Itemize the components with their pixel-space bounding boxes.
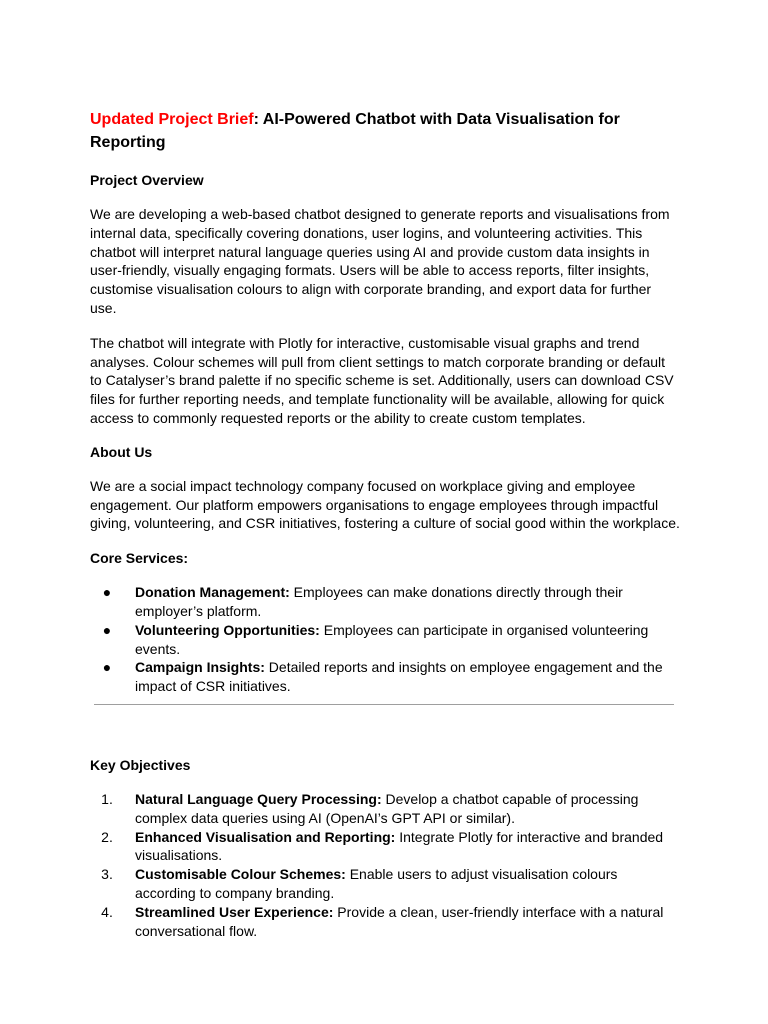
title-rest: : AI-Powered Chatbot with Data Visualisation for Reporting bbox=[90, 111, 620, 151]
list-item-term: Donation Management: bbox=[135, 584, 290, 601]
list-item bbox=[90, 583, 680, 621]
project-overview-heading: Project Overview bbox=[90, 172, 204, 188]
core-services-list bbox=[90, 583, 680, 696]
list-item-text: Employees can participate in organised volunteering events. bbox=[135, 621, 649, 657]
number-marker: 2. bbox=[101, 828, 113, 845]
list-item-text: Enable users to adjust visualisation colours according to company branding. bbox=[135, 866, 618, 901]
list-item-text: Develop a chatbot capable of processing complex data queries using AI (OpenAI’s GPT API or similar). bbox=[135, 790, 639, 826]
list-item-text: Integrate Plotly for interactive and branded visualisations. bbox=[135, 828, 664, 864]
document-page bbox=[90, 108, 680, 940]
list-item bbox=[90, 828, 680, 866]
key-objectives-heading: Key Objectives bbox=[90, 756, 191, 773]
list-item-text: Detailed reports and insights on employee engagement and the impact of CSR initiatives. bbox=[135, 659, 663, 695]
title-accent: Updated Project Brief bbox=[90, 111, 254, 128]
list-item bbox=[90, 621, 680, 659]
project-overview-paragraph-2: The chatbot will integrate with Plotly for interactive, customisable visual graphs and trend analyses. Colour schemes will pull from client settings to match corporate branding or default to Catalyser’s brand palette if no specific scheme is set. Additionally, users can download CSV files for further reporting needs, and template functionality will be available, allowing for quick access to commonly requested reports or the ability to create custom templates. bbox=[90, 334, 674, 426]
list-item-text: Employees can make donations directly through their employer’s platform. bbox=[135, 584, 623, 619]
number-marker: 3. bbox=[101, 866, 113, 883]
bullet-marker: ● bbox=[102, 584, 112, 601]
project-overview-paragraph-1: We are developing a web-based chatbot designed to generate reports and visualisations from internal data, specifically covering donations, user logins, and volunteering activities. This chatbot will interpret natural language queries using AI and provide custom data insights in user-friendly, visually engaging formats. Users will be able to access reports, filter insights, customise visualisation colours to align with corporate branding, and export data for further use. bbox=[90, 206, 670, 316]
document-title bbox=[90, 108, 680, 154]
about-us-heading: About Us bbox=[90, 443, 153, 460]
list-item-term: Natural Language Query Processing: bbox=[135, 790, 382, 807]
core-services-heading: Core Services: bbox=[90, 550, 189, 567]
list-item bbox=[90, 903, 680, 941]
list-item-term: Customisable Colour Schemes: bbox=[135, 866, 346, 883]
list-item-text: Provide a clean, user-friendly interface with a natural conversational flow. bbox=[135, 903, 664, 939]
key-objectives-list bbox=[90, 790, 680, 940]
list-item bbox=[90, 865, 680, 903]
number-marker: 1. bbox=[101, 790, 113, 807]
list-item-term: Volunteering Opportunities: bbox=[135, 621, 320, 638]
about-us-paragraph: We are a social impact technology company focused on workplace giving and employee engagement. Our platform empowers organisations to engage employees through impactful giving, volunteering, and CSR initiatives, fostering a culture of social good within the workplace. bbox=[90, 477, 680, 532]
list-item-term: Enhanced Visualisation and Reporting: bbox=[135, 828, 396, 845]
bullet-marker: ● bbox=[102, 659, 112, 676]
section-divider bbox=[94, 704, 674, 705]
bullet-marker: ● bbox=[102, 621, 112, 638]
list-item-term: Campaign Insights: bbox=[135, 659, 265, 676]
list-item bbox=[90, 790, 680, 828]
list-item-term: Streamlined User Experience: bbox=[135, 903, 334, 920]
list-item bbox=[90, 658, 680, 696]
number-marker: 4. bbox=[101, 903, 113, 920]
